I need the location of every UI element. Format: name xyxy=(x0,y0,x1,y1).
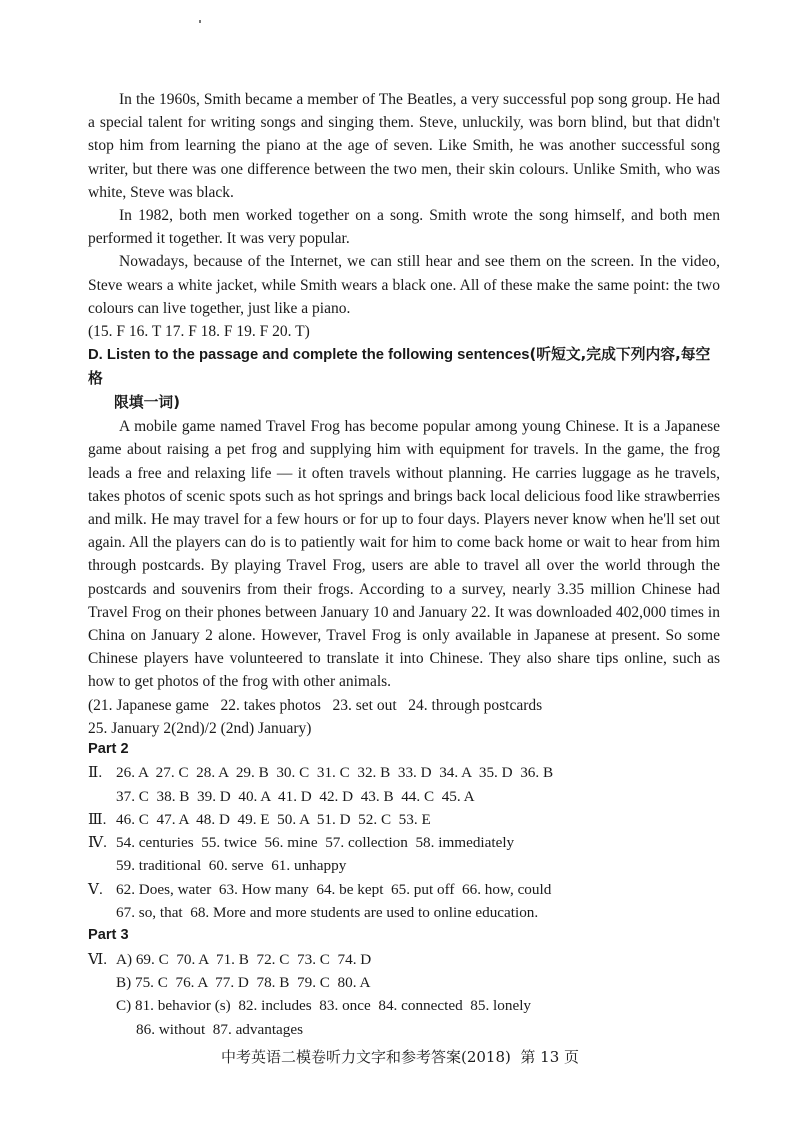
section-d-chinese-instruction: (听短文,完成下列内容,每空格 xyxy=(88,346,711,388)
paragraph-smith-beatles: In the 1960s, Smith became a member of The Beatles, a very successful pop song group. He had a special talent for writing songs and singing them. Steve, unluckily, was born blind, but that didn't stop him from learning the piano at the age of seven. Like Smith, he was another successful song writer, but there was one difference between the two men, their skin colours. Unlike Smith, who was white, Steve was black. xyxy=(88,91,720,201)
answers-section-d-line1: (21. Japanese game 22. takes photos 23. set out 24. through postcards xyxy=(88,696,543,714)
section-v-numeral: Ⅴ. xyxy=(88,880,103,898)
section-iv-answers2: 59. traditional 60. serve 61. unhappy xyxy=(116,857,347,875)
section-vi-row-b xyxy=(88,971,720,994)
section-v-row1 xyxy=(88,878,720,901)
section-v-answers2: 67. so, that 68. More and more students are used to online education. xyxy=(116,904,539,922)
answer-key xyxy=(88,738,720,1041)
section-v-answers1: 62. Does, water 63. How many 64. be kept 65. put off 66. how, could xyxy=(116,880,552,898)
section-d-title: D. Listen to the passage and complete the following sentences xyxy=(88,347,530,364)
section-ii-row1 xyxy=(88,761,720,784)
section-iii-answers: 46. C 47. A 48. D 49. E 50. A 51. D 52. C 53. E xyxy=(116,810,431,828)
section-ii-answers2: 37. C 38. B 39. D 40. A 41. D 42. D 43. B 44. C 45. A xyxy=(116,787,475,805)
section-d-heading xyxy=(88,343,720,415)
section-iii-numeral: Ⅲ. xyxy=(88,810,107,828)
section-iii-row xyxy=(88,808,720,831)
page-footer: 中考英语二模卷听力文字和参考答案(2018) 第 13 页 xyxy=(220,1048,580,1066)
section-iv-answers1: 54. centuries 55. twice 56. mine 57. collection 58. immediately xyxy=(116,834,515,852)
section-vi-answers-a: A) 69. C 70. A 71. B 72. C 73. C 74. D xyxy=(116,950,372,968)
section-ii-numeral: Ⅱ. xyxy=(88,764,103,782)
section-vi-answers-c1: C) 81. behavior (s) 82. includes 83. once 84. connected 85. lonely xyxy=(116,997,532,1015)
paragraph-travel-frog: A mobile game named Travel Frog has become popular among young Chinese. It is a Japanese game about raising a pet frog and supplying him with equipment for travels. In the game, the frog leads a free and relaxing life — it often travels without planning. He carries luggage as he travels, takes photos of scenic spots such as hot springs and brings back local delicious food like strawberries and milk. He may travel for a few hours or for up to four days. Players never know when he'll set out again. All the players can do is to patiently wait for him to come back home or wait to hear from him through postcards. By playing Travel Frog, users are able to travel all over the world through the postcards and souvenirs from their frogs. According to a survey, nearly 3.35 million Chinese had Travel Frog on their phones between January 10 and January 22. It was downloaded 402,000 times in China on January 2 alone. However, Travel Frog is only available in Japanese at present. So some Chinese players have volunteered to translate it into Chinese. They also share tips online, such as how to get photos of the frog with other animals. xyxy=(88,418,720,691)
section-ii-row2 xyxy=(88,785,720,808)
section-v-row2 xyxy=(88,901,720,924)
part-3-heading: Part 3 xyxy=(88,927,129,944)
section-vi-row-c2 xyxy=(88,1018,720,1041)
section-vi-answers-b: B) 75. C 76. A 77. D 78. B 79. C 80. A xyxy=(116,973,371,991)
section-vi-row-a xyxy=(88,948,720,971)
section-iv-row1 xyxy=(88,831,720,854)
answers-section-d-line2: 25. January 2(2nd)/2 (2nd) January) xyxy=(88,719,312,737)
section-iv-row2 xyxy=(88,854,720,877)
scan-speck xyxy=(199,20,201,23)
section-vi-answers-c2: 86. without 87. advantages xyxy=(136,1020,304,1038)
section-d-chinese-instruction-cont: 限填一词) xyxy=(114,394,180,412)
part-2-heading: Part 2 xyxy=(88,741,129,757)
section-vi-numeral: Ⅵ. xyxy=(88,950,108,968)
section-ii-answers1: 26. A 27. C 28. A 29. B 30. C 31. C 32. B 33. D 34. A 35. D 36. B xyxy=(116,764,554,782)
section-vi-row-c1 xyxy=(88,994,720,1017)
listening-scripts xyxy=(88,88,720,740)
paragraph-internet-video: Nowadays, because of the Internet, we can still hear and see them on the screen. In the video, Steve wears a white jacket, while Smith wears a black one. All of these make the same point: the two colours can live together, just like a piano. xyxy=(88,253,720,317)
paragraph-1982-song: In 1982, both men worked together on a song. Smith wrote the song himself, and both men performed it together. It was very popular. xyxy=(88,207,720,248)
answers-section-c: (15. F 16. T 17. F 18. F 19. F 20. T) xyxy=(88,323,310,341)
section-iv-numeral: Ⅳ. xyxy=(88,834,107,852)
